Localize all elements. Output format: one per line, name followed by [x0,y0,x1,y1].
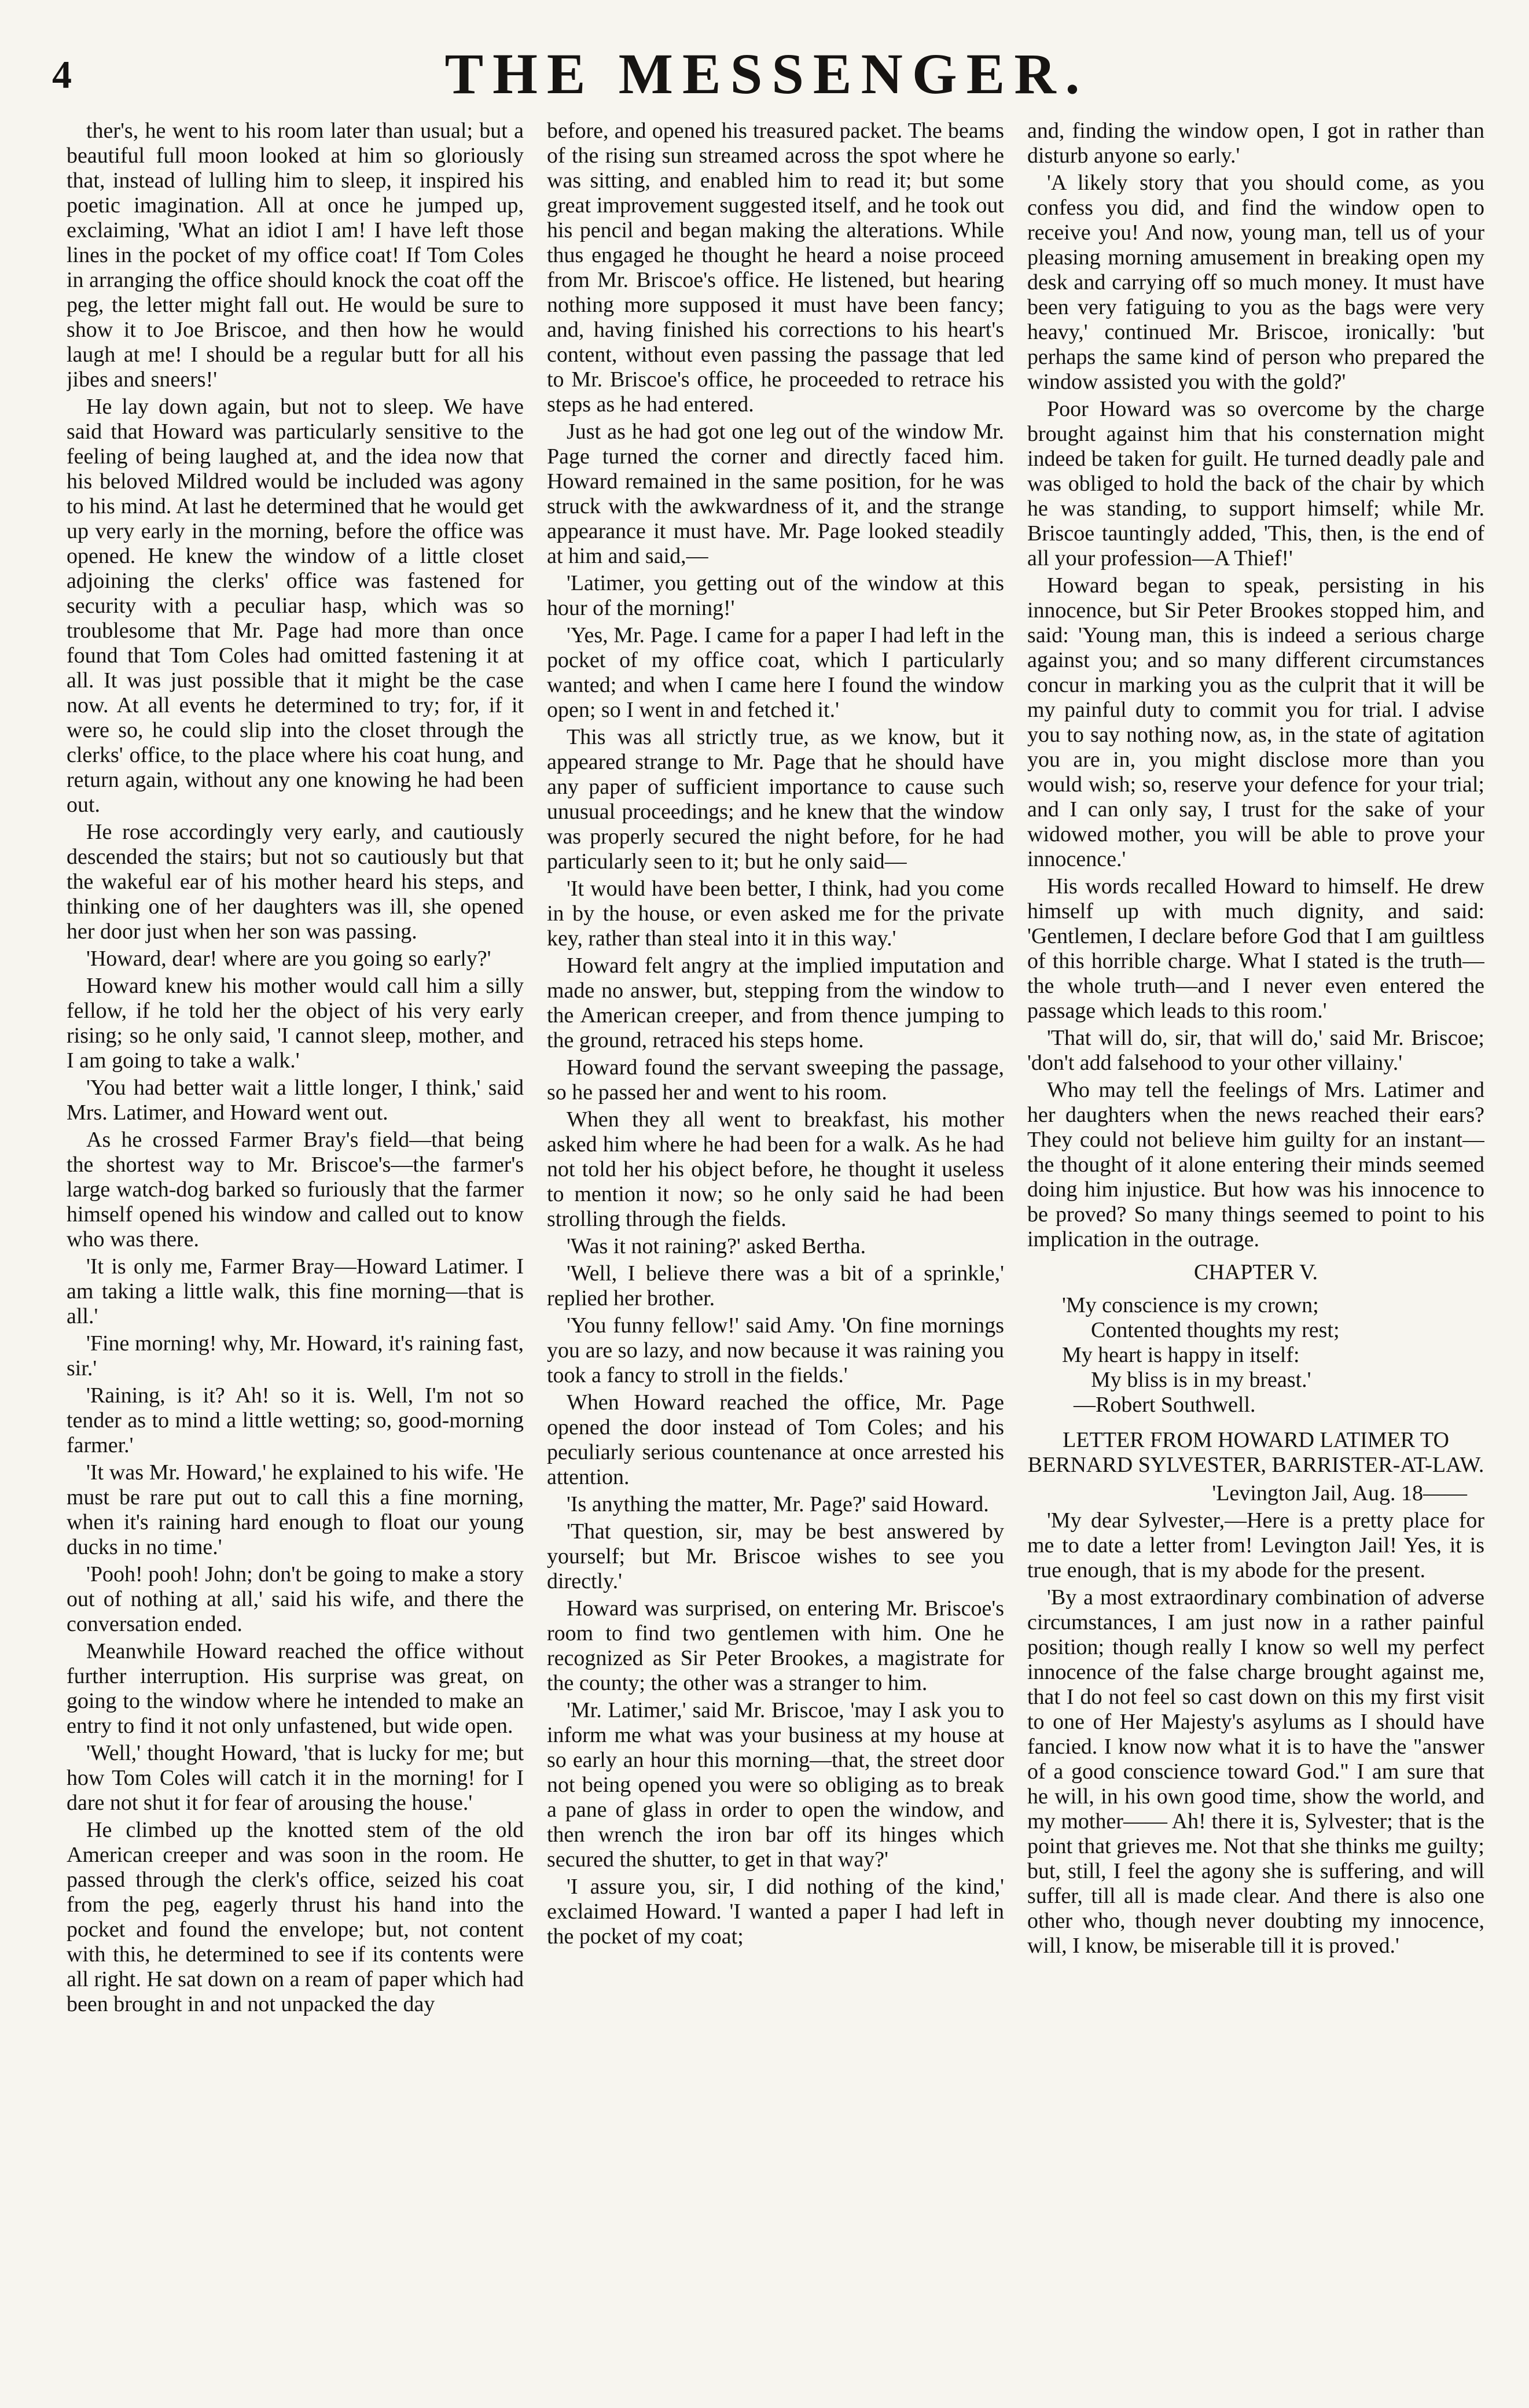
paragraph: 'A likely story that you should come, as you confess you did, and find the window open to receive you! And now, young man, tell us of your pleasing morning amusement in breaking open my desk and carrying off so much money. It must have been very fatiguing to you as the bags were very heavy,' continued Mr. Briscoe, ironically: 'but perhaps the same kind of person who prepared the window assisted you with the gold?' [1027,171,1484,394]
paragraph: As he crossed Farmer Bray's field—that being the shortest way to Mr. Briscoe's—the farmer's large watch-dog barked so furiously that the farmer himself opened his window and called out to know who was there. [67,1128,524,1251]
letter-dateline: 'Levington Jail, Aug. 18—— [1212,1481,1467,1505]
poem-line: My heart is happy in itself: [1062,1343,1300,1367]
poem-line: 'My conscience is my crown; [1062,1293,1319,1317]
paragraph: and, finding the window open, I got in rather than disturb anyone so early.' [1027,119,1484,168]
poem-line: My bliss is in my breast.' [1091,1368,1311,1392]
paragraph: This was all strictly true, as we know, but it appeared strange to Mr. Page that he should have any paper of sufficient importance to cause such unusual proceedings; and he knew that the window was properly secured the night before, for he had particularly seen to it; but he only said— [547,725,1004,874]
paragraph: 'Well, I believe there was a bit of a sprinkle,' replied her brother. [547,1261,1004,1310]
paragraph: Meanwhile Howard reached the office without further interruption. His surprise was great, on going to the window where he intended to make an entry to find it not only unfastened, but wide open. [67,1639,524,1738]
paragraph: Who may tell the feelings of Mrs. Latimer and her daughters when the news reached their ears? They could not believe him guilty for an instant—the thought of it alone entering their minds seemed doing him injustice. But how was his innocence to be proved? So many things seemed to point to his implication in the outrage. [1027,1078,1484,1251]
page-number: 4 [52,53,72,97]
text-column-2 [547,119,1004,2392]
paragraph: 'Raining, is it? Ah! so it is. Well, I'm not so tender as to mind a little wetting; so, good-morning farmer.' [67,1383,524,1457]
letter-paragraph: 'By a most extraordinary combination of adverse circumstances, I am just now in a rather painful position; though really I know so well my perfect innocence of the false charge brought against me, that I do not feel so cast down on this my first visit to one of Her Majesty's asylums as I should have fancied. I know now what it is to have the "answer of a good conscience toward God." I am sure that he will, in his own good time, show the world, and my mother—— Ah! there it is, Sylvester; that is the point that grieves me. Not that she thinks me guilty; but, still, I feel the agony she is suffering, and will suffer, till all is made clear. And there is also one other who, though never doubting my innocence, will, I know, be miserable till it is proved.' [1027,1585,1484,1958]
paragraph: 'That question, sir, may be best answered by yourself; but Mr. Briscoe wishes to see you directly.' [547,1519,1004,1593]
page-header [52,40,1482,104]
paragraph: 'It is only me, Farmer Bray—Howard Latimer. I am taking a little walk, this fine morning—that is all.' [67,1254,524,1328]
poem-line: Contented thoughts my rest; [1091,1318,1340,1342]
paragraph: before, and opened his treasured packet. The beams of the rising sun streamed across the spot where he was sitting, and enabled him to read it; but some great improvement suggested itself, and he took out his pencil and began making the alterations. While thus engaged he thought he heard a noise proceed from Mr. Briscoe's office. He listened, but hearing nothing more supposed it must have been fancy; and, having finished his corrections to his heart's content, without even passing the passage that led to Mr. Briscoe's office, he proceeded to retrace his steps as he had entered. [547,119,1004,417]
poem-attribution: —Robert Southwell. [1074,1393,1256,1417]
paragraph: 'Well,' thought Howard, 'that is lucky for me; but how Tom Coles will catch it in the morning! for I dare not shut it for fear of arousing the house.' [67,1741,524,1815]
paragraph: Howard was surprised, on entering Mr. Briscoe's room to find two gentlemen with him. One he recognized as Sir Peter Brookes, a magistrate for the county; the other was a stranger to him. [547,1596,1004,1695]
paragraph: 'You funny fellow!' said Amy. 'On fine mornings you are so lazy, and now because it was raining you took a fancy to stroll in the fields.' [547,1313,1004,1387]
paragraph: 'You had better wait a little longer, I think,' said Mrs. Latimer, and Howard went out. [67,1076,524,1125]
paragraph: When Howard reached the office, Mr. Page opened the door instead of Tom Coles; and his peculiarly serious countenance at once arrested his attention. [547,1390,1004,1489]
paragraph: Howard knew his mother would call him a silly fellow, if he told her the object of his very early rising; so he only said, 'I cannot sleep, mother, and I am going to take a walk.' [67,974,524,1073]
paragraph: 'I assure you, sir, I did nothing of the kind,' exclaimed Howard. 'I wanted a paper I had left in the pocket of my coat; [547,1875,1004,1949]
paragraph: 'Fine morning! why, Mr. Howard, it's raining fast, sir.' [67,1331,524,1380]
paragraph: ther's, he went to his room later than usual; but a beautiful full moon looked at him so gloriously that, instead of lulling him to sleep, it inspired his poetic imagination. All at once he jumped up, exclaiming, 'What an idiot I am! I have left those lines in the pocket of my office coat! If Tom Coles in arranging the office should knock the coat off the peg, the letter might fall out. He would be sure to show it to Joe Briscoe, and then how he would laugh at me! I should be a regular butt for all his jibes and sneers!' [67,119,524,392]
paragraph: 'It was Mr. Howard,' he explained to his wife. 'He must be rare put out to call this a fine morning, when it's raining hard enough to float our young ducks in no time.' [67,1460,524,1559]
paragraph: 'Is anything the matter, Mr. Page?' said Howard. [567,1492,989,1516]
paragraph: Just as he had got one leg out of the window Mr. Page turned the corner and directly faced him. Howard remained in the same position, for he was struck with the awkwardness of it, and the strange appearance it must have. Mr. Page looked steadily at him and said,— [547,419,1004,568]
paragraph: His words recalled Howard to himself. He drew himself up with much dignity, and said: 'Gentlemen, I declare before God that I am guiltless of this horrible charge. What I stated is the truth—the whole truth—and I never even entered the passage which leads to this room.' [1027,874,1484,1023]
paragraph: Poor Howard was so overcome by the charge brought against him that his consternation might indeed be taken for guilt. He turned deadly pale and was obliged to hold the back of the chair by which he was standing, to support himself; while Mr. Briscoe tauntingly added, 'This, then, is the end of all your profession—A Thief!' [1027,397,1484,570]
letter-paragraph: 'My dear Sylvester,—Here is a pretty place for me to date a letter from! Levington Jail! Yes, it is true enough, that is my abode for the present. [1027,1508,1484,1582]
paragraph: 'Howard, dear! where are you going so early?' [86,947,491,971]
paragraph: Howard found the servant sweeping the passage, so he passed her and went to his room. [547,1055,1004,1104]
paragraph: 'Was it not raining?' asked Bertha. [567,1234,866,1258]
text-column-3 [1027,119,1484,2392]
paragraph: When they all went to breakfast, his mother asked him where he had been for a walk. As he had not told her his object before, he thought it useless to mention it now; so he only said he had been strolling through the fields. [547,1107,1004,1231]
letter-heading: LETTER FROM HOWARD LATIMER TO BERNARD SYLVESTER, BARRISTER-AT-LAW. [1027,1428,1484,1477]
masthead-title: THE MESSENGER. [444,42,1089,106]
epigraph-poem [1062,1293,1484,1417]
paragraph: Howard felt angry at the implied imputation and made no answer, but, stepping from the window to the American creeper, and from thence jumping to the ground, retraced his steps home. [547,953,1004,1052]
paragraph: 'That will do, sir, that will do,' said Mr. Briscoe; 'don't add falsehood to your other villainy.' [1027,1026,1484,1075]
paragraph: 'It would have been better, I think, had you come in by the house, or even asked me for the private key, rather than steal into it in this way.' [547,877,1004,951]
paragraph: 'Pooh! pooh! John; don't be going to make a story out of nothing at all,' said his wife, and there the conversation ended. [67,1562,524,1636]
text-column-1 [67,119,524,2392]
paragraph: 'Mr. Latimer,' said Mr. Briscoe, 'may I ask you to inform me what was your business at my house at so early an hour this morning—that, the street door not being opened you were so obliging as to break a pane of glass in order to open the window, and then wrench the iron bar off its hinges which secured the shutter, to get in that way?' [547,1698,1004,1872]
chapter-heading: CHAPTER V. [1194,1260,1318,1284]
paragraph: He rose accordingly very early, and cautiously descended the stairs; but not so cautiously but that the wakeful ear of his mother heard his steps, and thinking one of her daughters was ill, she opened her door just when her son was passing. [67,820,524,944]
paragraph: 'Latimer, you getting out of the window at this hour of the morning!' [547,571,1004,620]
paragraph: 'Yes, Mr. Page. I came for a paper I had left in the pocket of my office coat, which I particularly wanted; and when I came here I found the window open; so I went in and fetched it.' [547,623,1004,722]
paragraph: Howard began to speak, persisting in his innocence, but Sir Peter Brookes stopped him, and said: 'Young man, this is indeed a serious charge against you; and so many different circumstances concur in marking you as the culprit that it will be my painful duty to commit you for trial. I advise you to say nothing now, as, in the state of agitation you are in, you might disclose more than you would wish; so, reserve your defence for your trial; and I can only say, I trust for the sake of your widowed mother, you will be able to prove your innocence.' [1027,573,1484,871]
paragraph: He lay down again, but not to sleep. We have said that Howard was particularly sensitive to the feeling of being laughed at, and the idea now that his beloved Mildred would be included was agony to his mind. At last he determined that he would get up very early in the morning, before the office was opened. He knew the window of a little closet adjoining the clerks' office was fastened for security with a peculiar hasp, which was so troublesome that Mr. Page had more than once found that Tom Coles had omitted fastening it at all. It was just possible that it might be the case now. At all events he determined to try; for, if it were so, he could slip into the closet through the clerks' office, to the place where his coat hung, and return again, without any one knowing he had been out. [67,395,524,817]
paragraph: He climbed up the knotted stem of the old American creeper and was soon in the room. He passed through the clerk's office, seized his coat from the peg, eagerly thrust his hand into the pocket and found the envelope; but, not content with this, he determined to see if its contents were all right. He sat down on a ream of paper which had been brought in and not unpacked the day [67,1818,524,2016]
